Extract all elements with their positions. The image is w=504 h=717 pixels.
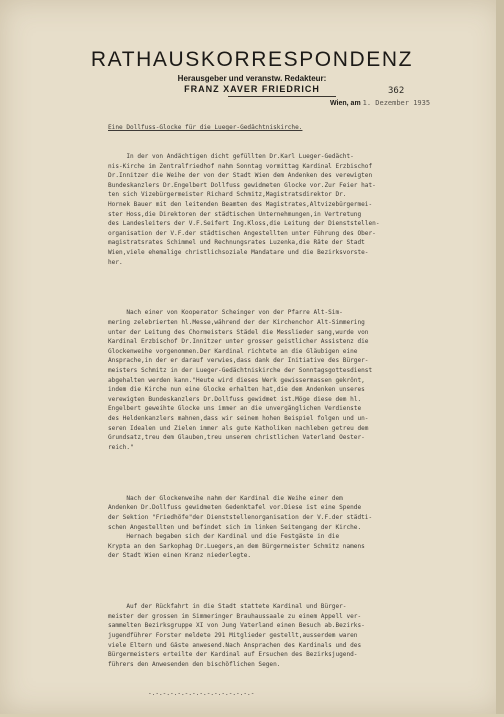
text-line: Dr.Innitzer die Weihe der von der Stadt Wien dem Andenken des verewigten	[108, 172, 373, 180]
text-line: indem die Kirche nun eine Glocke erhalten hat,die dem Andenken unseres	[108, 386, 365, 394]
text-line: Nach der Glockenweihe nahm der Kardinal die Weihe einer dem	[108, 494, 343, 502]
page-number: 362	[388, 86, 405, 96]
text-line: mering zelebrierten hl.Messe,während der der Kirchenchor Alt-Simmering	[108, 319, 365, 327]
closing-marker: -.-.-.-.-.-.-.-.-.-.-.-.-.-.-	[148, 689, 255, 697]
article-paragraph	[108, 308, 490, 452]
text-line: Bürgermeisters erteilte der Kardinal auf Ersuchen des Bezirksjugend-	[108, 651, 358, 659]
text-line: meister der grossen im Simmeringer Brauhaussaale zu einem Appell ver-	[108, 612, 362, 620]
text-line: Glockenweihe vorgenommen.Der Kardinal richtete an die Gläubigen eine	[108, 347, 358, 355]
text-line: jugendführer Forster meldete 291 Mitglieder gestellt,ausserdem waren	[108, 632, 358, 640]
masthead-editor: FRANZ XAVER FRIEDRICH	[184, 84, 320, 94]
text-line: magistratsrates Schimmel und Rechnungsrates Luzenka,die Räte der Stadt	[108, 239, 365, 247]
article-intro	[108, 152, 490, 267]
article-paragraph	[108, 494, 490, 561]
text-line: Hornek Bauer mit den leitenden Beamten des Magistrates,Altvizebürgermei-	[108, 200, 373, 208]
masthead-rule	[228, 96, 336, 97]
text-line: abgehalten werden kann."Heute wird dieses Werk gewissermassen gekrönt,	[108, 376, 365, 384]
text-line: ster Hoss,die Direktoren der städtischen Unternehmungen,in Vertretung	[108, 210, 362, 218]
text-line: Ansprache,in der er darauf verwies,dass dank der Initiative des Bürger-	[108, 357, 369, 365]
date-value: 1. Dezember 1935	[362, 99, 431, 107]
text-line: Hernach begaben sich der Kardinal und die Festgäste in die	[108, 533, 340, 541]
text-line: reich."	[108, 443, 134, 451]
text-line: ten sich Vizebürgermeister Richard Schmitz,Magistratsdirektor Dr.	[108, 191, 347, 199]
text-line: der Stadt Wien einen Kranz niederlegte.	[108, 552, 252, 560]
text-line: In der von Andächtigen dicht gefüllten Dr.Karl Lueger-Gedächt-	[108, 152, 354, 160]
text-line: Krypta an den Sarkophag Dr.Luegers,an dem Bürgermeister Schmitz namens	[108, 542, 365, 550]
text-line: des Heldenkanzlers mahnen,dass wir seinem hohen Beispiel folgen und un-	[108, 415, 369, 422]
masthead-title: RATHAUSKORRESPONDENZ	[90, 48, 414, 71]
text-line: her.	[108, 258, 123, 266]
text-line: verewigten Bundeskanzlers Dr.Dollfuss gewidmet ist.Möge diese dem hl.	[108, 395, 362, 403]
text-line: seren Idealen und Zielen immer als gute Katholiken nachleben getreu dem	[108, 424, 369, 432]
text-line: Wien,viele ehemalige christlichsoziale Mandatare und die Bezirksvorste-	[108, 248, 369, 256]
masthead-subtitle: Herausgeber und veranstw. Redakteur:	[177, 74, 327, 83]
text-line: unter der Leitung des Chormeisters Städel die Messlieder sang,wurde von	[108, 328, 369, 336]
text-line: Grundsatz,treu dem Glauben,treu unserem christlichen Vaterland Oester-	[108, 434, 365, 442]
text-line: Nach einer von Kooperator Scheinger von der Pfarre Alt-Sim-	[108, 309, 343, 317]
text-line: des Landesleiters der V.F.Seifert Ing.Kloss,die Leitung der Dienststellen-	[108, 220, 380, 228]
article-headline: Eine Dollfuss-Glocke für die Lueger-Gedächtniskirche.	[108, 124, 303, 132]
article-paragraph	[108, 602, 490, 669]
text-line: führers den Anwesenden den bischöflichen Segen.	[108, 660, 281, 668]
text-line: Auf der Rückfahrt in die Stadt stattete Kardinal und Bürger-	[108, 603, 347, 611]
text-line: Bundeskanzlers Dr.Engelbert Dollfuss gewidmeten Glocke vor.Zur Feier hat-	[108, 181, 376, 189]
text-line: Kardinal Erzbischof Dr.Innitzer unter grosser geistlicher Assistenz die	[108, 338, 369, 346]
date-prefix: Wien, am	[330, 100, 361, 107]
text-line: der Sektion "Friedhöfe"der Dienststellenorganisation der V.F.der städti-	[108, 513, 373, 521]
text-line: Andenken Dr.Dollfuss gewidmeten Gedenktafel vor.Diese ist eine Spende	[108, 504, 362, 512]
text-line: schen Angestellten und befindet sich im linken Seitengang der Kirche.	[108, 523, 362, 531]
text-line: meisters Schmitz in der Lueger-Gedächtniskirche der Sonntagsgottesdienst	[108, 367, 373, 375]
article-body	[108, 104, 490, 717]
text-line: nis-Kirche im Zentralfriedhof nahm Sonntag vormittag Kardinal Erzbischof	[108, 162, 373, 170]
text-line: viele Eltern und Gäste anwesend.Nach Ansprachen des Kardinals und des	[108, 641, 362, 649]
text-line: sammelten Bezirksgruppe XI von Jung Vaterland einen Besuch ab.Bezirks-	[108, 622, 365, 630]
text-line: organisation der V.F.der städtischen Angestellten unter Führung des Ober-	[108, 229, 376, 237]
text-line: Engelbert geweihte Glocke uns immer an die unvergänglichen Verdienste	[108, 405, 362, 413]
